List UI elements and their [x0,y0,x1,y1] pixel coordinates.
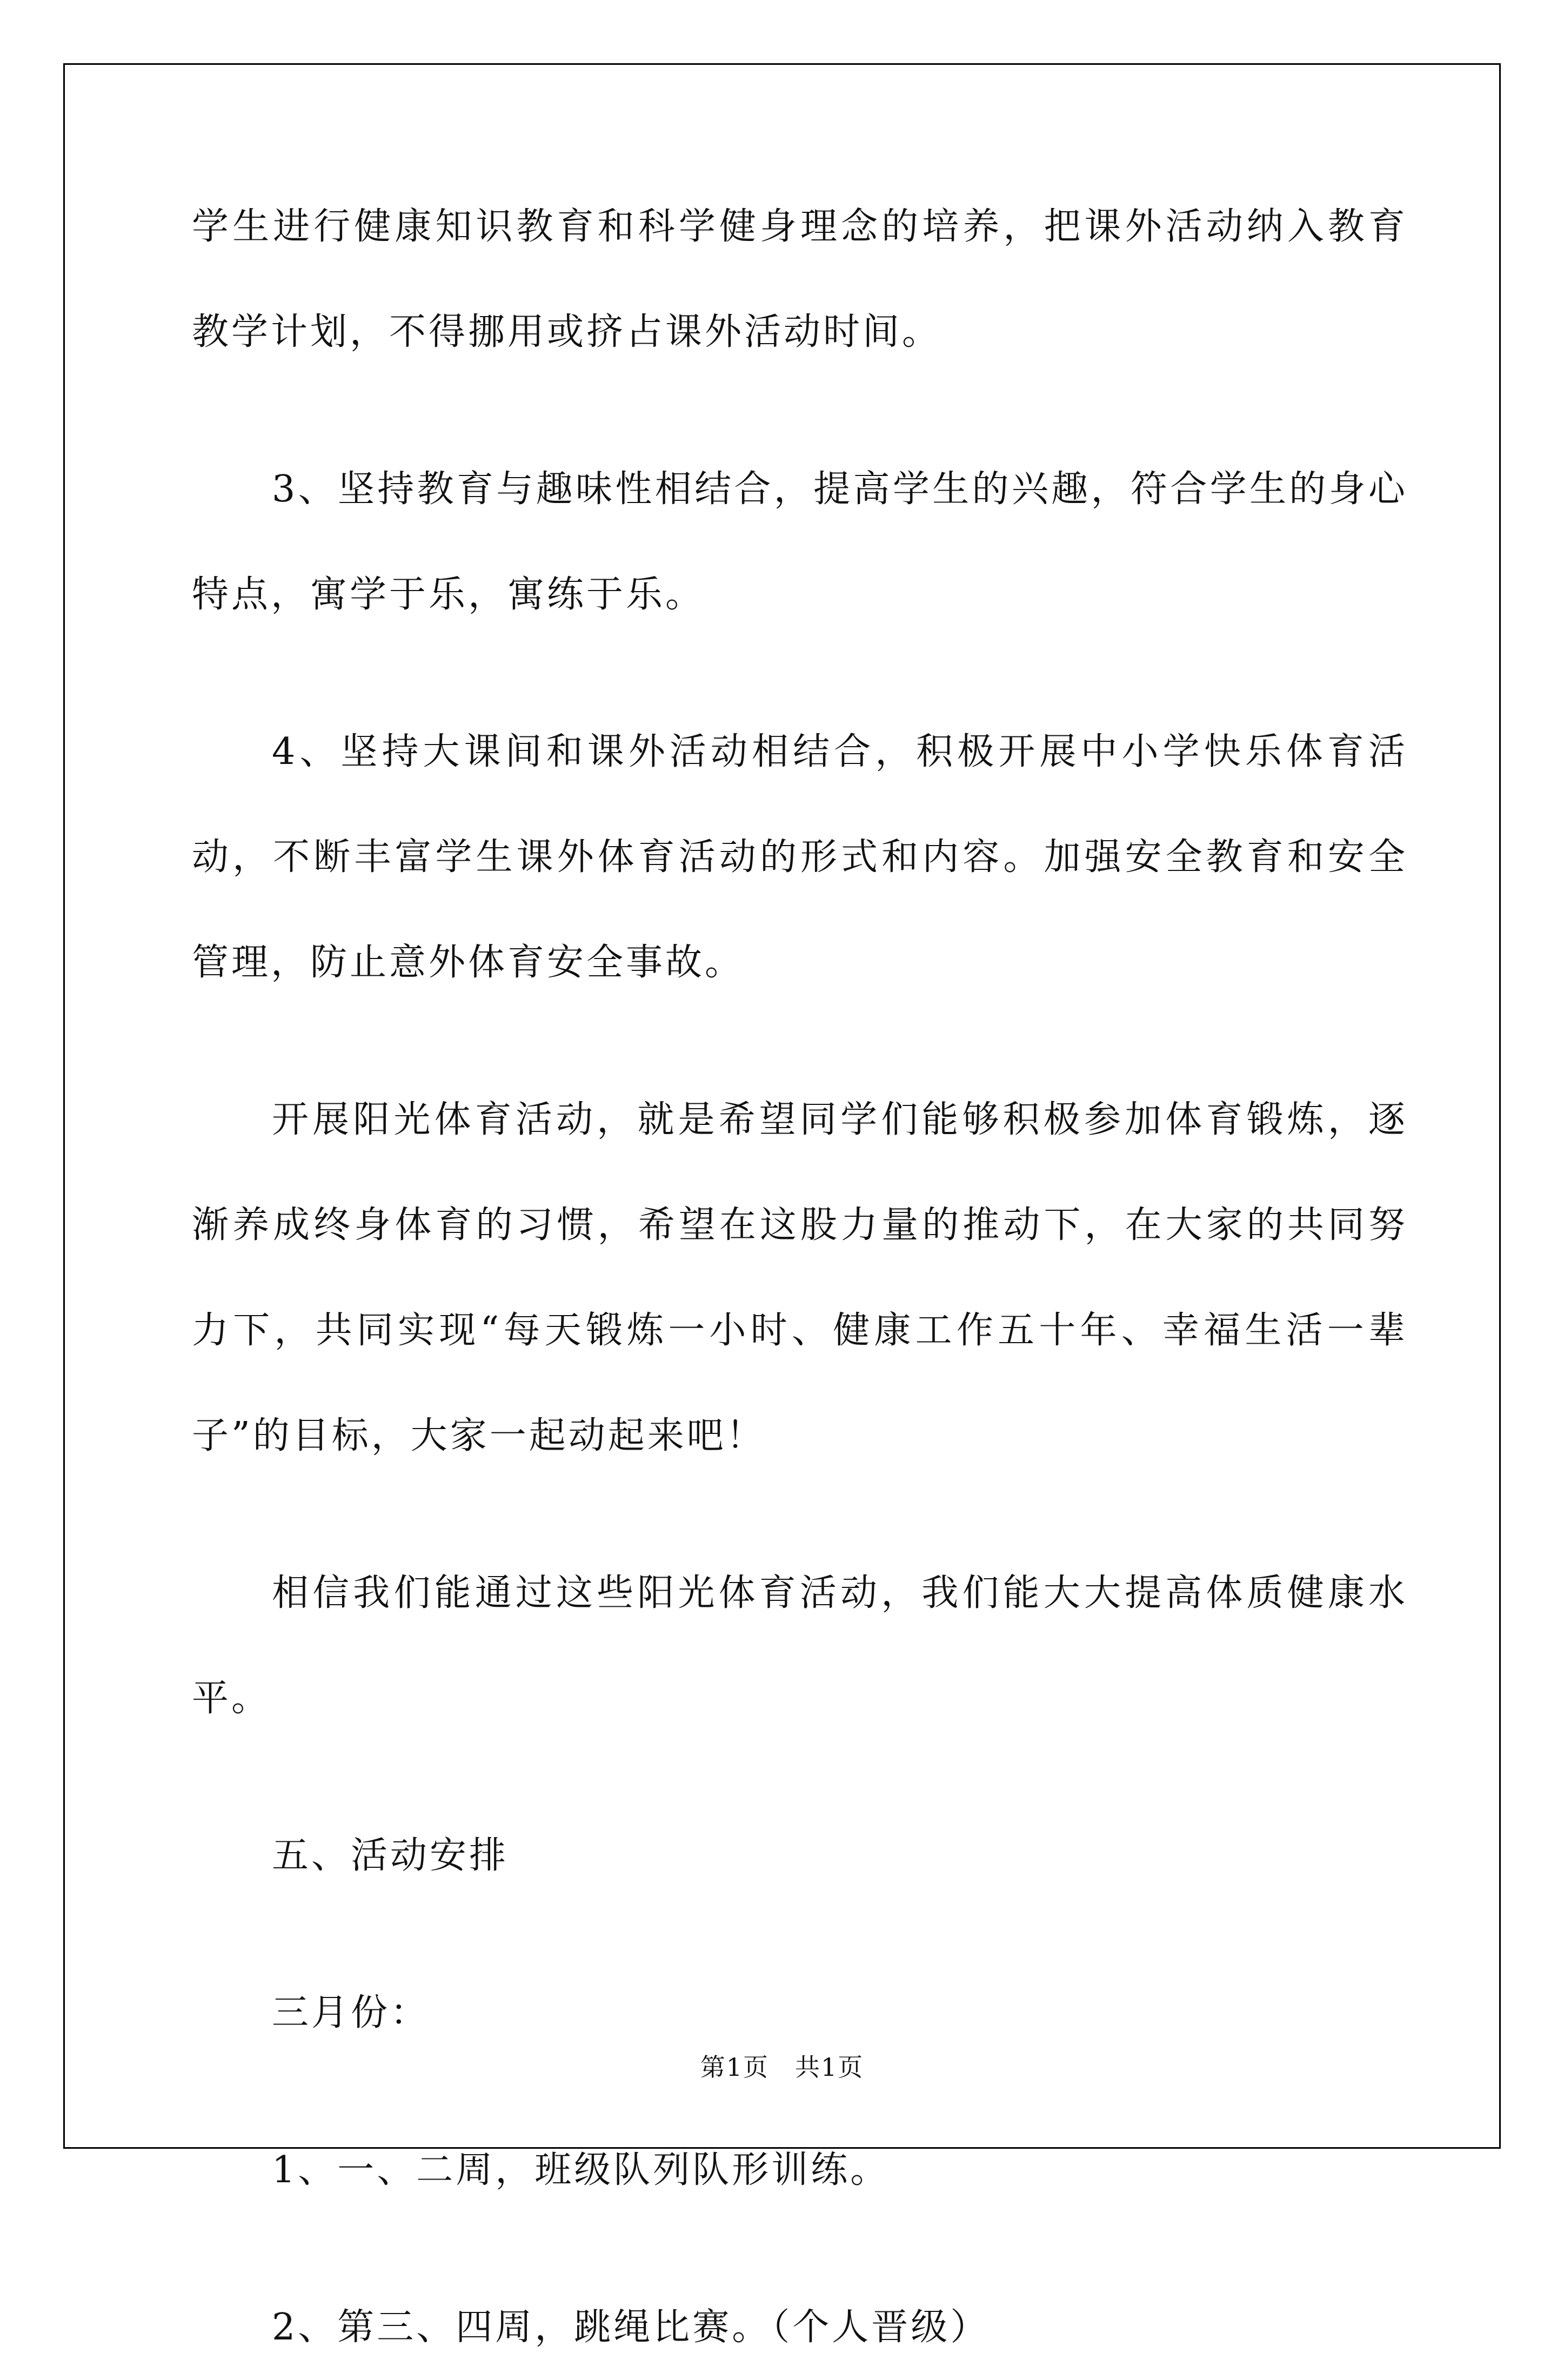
paragraph-4: 开展阳光体育活动，就是希望同学们能够积极参加体育锻炼，逐渐养成终身体育的习惯，希望在这股力量的推动下，在大家的共同努力下，共同实现“每天锻炼一小时、健康工作五十年、幸福生活一辈子”的目标，大家一起动起来吧！ [192,1098,1408,1457]
schedule-item-2: 2、第三、四周，跳绳比赛。（个人晋级） [272,2306,990,2349]
schedule-item-1: 1、一、二周，班级队列队形训练。 [272,2149,890,2191]
paragraph-1: 学生进行健康知识教育和科学健身理念的培养，把课外活动纳入教育教学计划，不得挪用或挤占课外活动时间。 [192,205,1408,353]
paragraph-2: 3、坚持教育与趣味性相结合，提高学生的兴趣，符合学生的身心特点，寓学于乐，寓练于乐。 [192,468,1408,616]
paragraph-5: 相信我们能通过这些阳光体育活动，我们能大大提高体质健康水平。 [192,1572,1408,1720]
page-footer: 第1页 共1页 [700,2053,864,2082]
section-heading-activity-schedule: 五、活动安排 [272,1834,509,1877]
month-label: 三月份： [272,1992,430,2034]
paragraph-3: 4、坚持大课间和课外活动相结合，积极开展中小学快乐体育活动，不断丰富学生课外体育活动的形式和内容。加强安全教育和安全管理，防止意外体育安全事故。 [192,730,1408,984]
